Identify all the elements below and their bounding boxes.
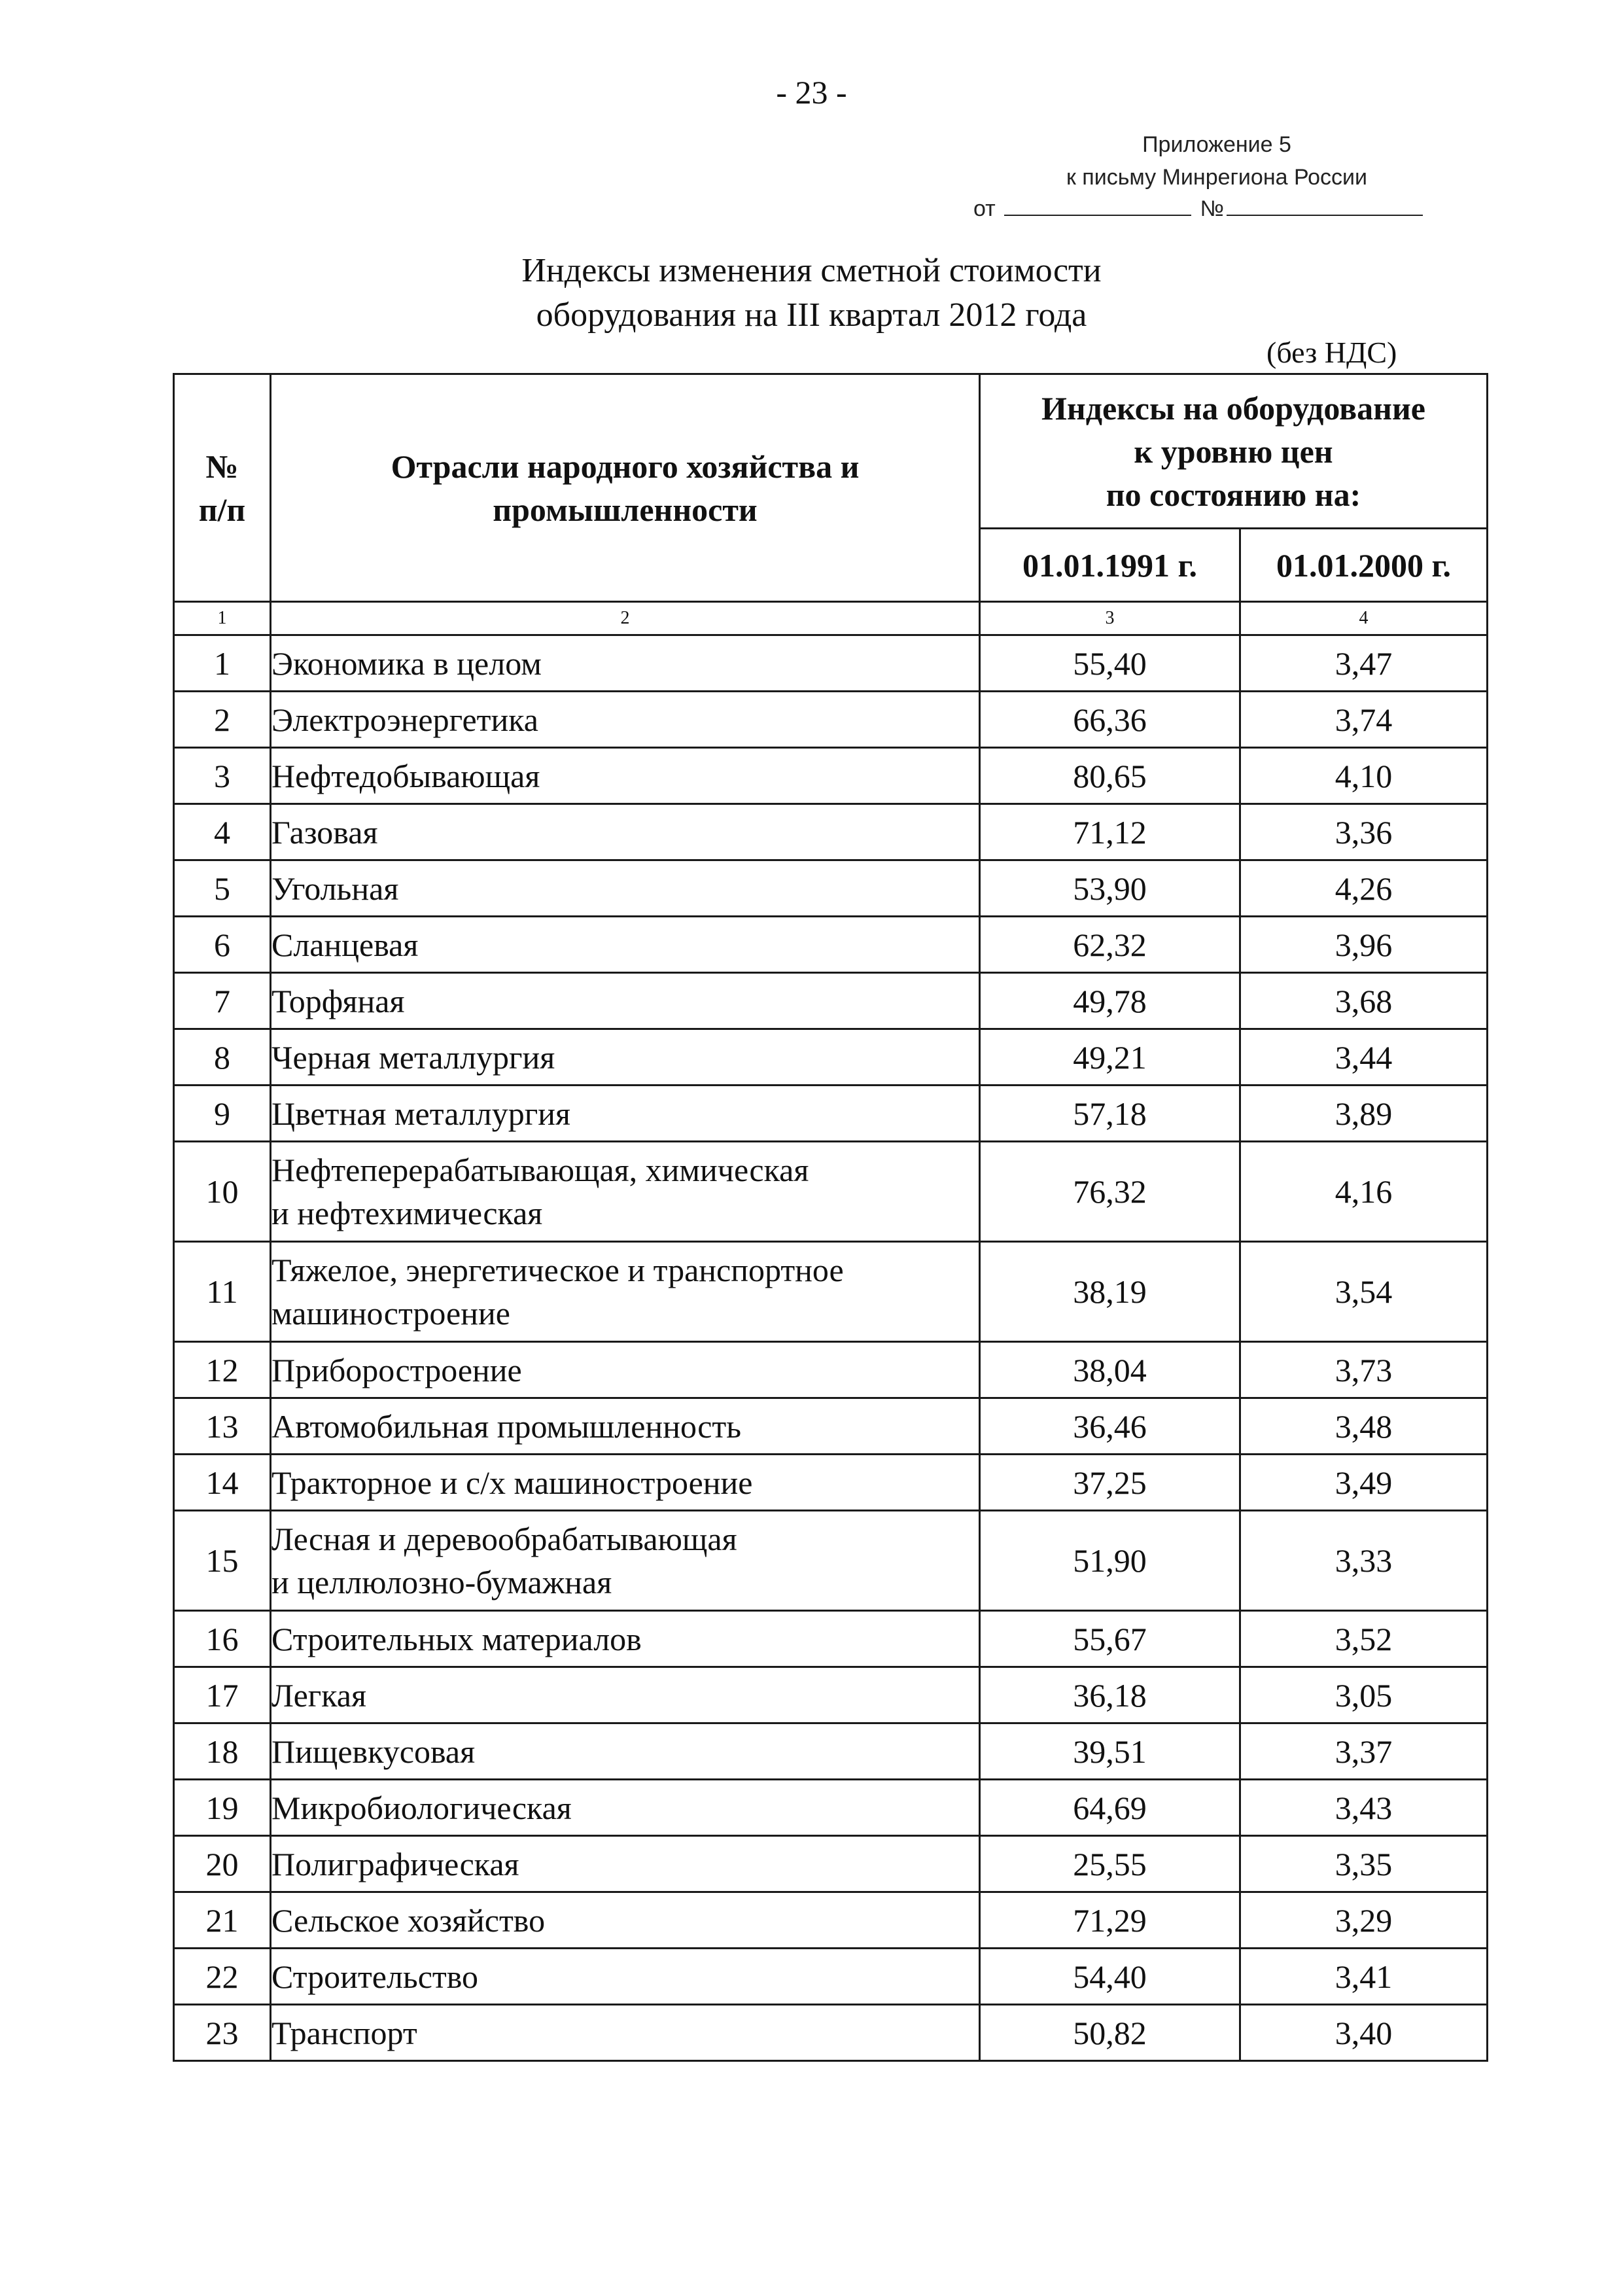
from-label: от [973, 196, 996, 221]
index-2000: 3,36 [1240, 804, 1488, 860]
header-indices-line3: по состоянию на: [1106, 476, 1361, 513]
branch-name [271, 635, 980, 692]
branch-name-line2: машиностроение [271, 1295, 510, 1332]
branch-name [271, 2005, 980, 2061]
table-row [174, 1455, 1488, 1511]
index-1991: 80,65 [980, 748, 1240, 804]
index-2000: 3,47 [1240, 635, 1488, 692]
row-number: 8 [174, 1029, 271, 1086]
branch-name-line1: Электроэнергетика [271, 701, 538, 738]
row-number: 20 [174, 1836, 271, 1892]
index-1991: 71,12 [980, 804, 1240, 860]
branch-name [271, 1892, 980, 1949]
index-1991: 55,67 [980, 1611, 1240, 1667]
header-branch-line2: промышленности [493, 491, 758, 528]
branch-name-line1: Сельское хозяйство [271, 1901, 546, 1939]
header-date-1991: 01.01.1991 г. [980, 529, 1240, 602]
table-row [174, 1949, 1488, 2005]
branch-name [271, 1086, 980, 1142]
index-2000: 3,73 [1240, 1342, 1488, 1398]
document-title [0, 249, 1623, 338]
table-row [174, 973, 1488, 1029]
branch-name [271, 1511, 980, 1611]
index-2000: 3,35 [1240, 1836, 1488, 1892]
index-1991: 71,29 [980, 1892, 1240, 1949]
index-2000: 3,37 [1240, 1723, 1488, 1780]
header-indices-cell [980, 374, 1488, 529]
header-indices-line1: Индексы на оборудование [1041, 389, 1425, 427]
header-number-cell [174, 374, 271, 602]
index-1991: 54,40 [980, 1949, 1240, 2005]
branch-name [271, 917, 980, 973]
row-number: 17 [174, 1667, 271, 1723]
index-1991: 36,18 [980, 1667, 1240, 1723]
date-blank-line [1004, 192, 1191, 216]
branch-name-line1: Полиграфическая [271, 1845, 519, 1882]
header-date-2000: 01.01.2000 г. [1240, 529, 1488, 602]
table-row [174, 804, 1488, 860]
row-number: 13 [174, 1398, 271, 1455]
index-2000: 3,41 [1240, 1949, 1488, 2005]
table-row [174, 1242, 1488, 1342]
table-row [174, 917, 1488, 973]
row-number: 7 [174, 973, 271, 1029]
branch-name-line1: Нефтедобывающая [271, 757, 540, 794]
branch-name-line1: Нефтеперерабатывающая, химическая [271, 1152, 809, 1188]
branch-name [271, 1342, 980, 1398]
branch-name-line1: Транспорт [271, 2014, 417, 2051]
page-number: - 23 - [776, 74, 847, 111]
row-number: 5 [174, 860, 271, 917]
table-row [174, 1142, 1488, 1242]
index-1991: 39,51 [980, 1723, 1240, 1780]
table-row [174, 635, 1488, 692]
row-number: 11 [174, 1242, 271, 1342]
branch-name-line1: Автомобильная промышленность [271, 1407, 742, 1445]
table-row [174, 1836, 1488, 1892]
header-branch-line1: Отрасли народного хозяйства и [391, 448, 860, 485]
table-row [174, 2005, 1488, 2061]
table-row [174, 860, 1488, 917]
index-2000: 4,10 [1240, 748, 1488, 804]
row-number: 15 [174, 1511, 271, 1611]
branch-name [271, 1667, 980, 1723]
table-row [174, 1511, 1488, 1611]
branch-name-line1: Тяжелое, энергетическое и транспортное [271, 1252, 844, 1288]
index-1991: 38,19 [980, 1242, 1240, 1342]
header-number-line1: № [205, 448, 239, 485]
index-1991: 53,90 [980, 860, 1240, 917]
index-2000: 3,43 [1240, 1780, 1488, 1836]
appendix-header [1021, 128, 1413, 194]
column-number-2: 2 [271, 602, 980, 635]
column-number-3: 3 [980, 602, 1240, 635]
branch-name [271, 1398, 980, 1455]
appendix-line2: к письму Минрегиона России [1066, 165, 1368, 190]
index-2000: 3,05 [1240, 1667, 1488, 1723]
index-1991: 36,46 [980, 1398, 1240, 1455]
table-row [174, 1723, 1488, 1780]
header-number-line2: п/п [198, 491, 246, 528]
index-1991: 66,36 [980, 692, 1240, 748]
branch-name-line2: и целлюлозно-бумажная [271, 1564, 612, 1600]
branch-name-line1: Пищевкусовая [271, 1733, 476, 1770]
branch-name [271, 748, 980, 804]
index-2000: 3,44 [1240, 1029, 1488, 1086]
index-2000: 4,16 [1240, 1142, 1488, 1242]
index-1991: 51,90 [980, 1511, 1240, 1611]
index-1991: 62,32 [980, 917, 1240, 973]
branch-name-line1: Сланцевая [271, 926, 419, 963]
index-1991: 25,55 [980, 1836, 1240, 1892]
branch-name [271, 1455, 980, 1511]
number-blank-line [1227, 192, 1423, 216]
branch-name-line1: Газовая [271, 813, 378, 851]
index-1991: 38,04 [980, 1342, 1240, 1398]
branch-name [271, 1242, 980, 1342]
branch-name-line1: Черная металлургия [271, 1038, 555, 1076]
index-2000: 3,68 [1240, 973, 1488, 1029]
row-number: 23 [174, 2005, 271, 2061]
row-number: 9 [174, 1086, 271, 1142]
index-1991: 49,78 [980, 973, 1240, 1029]
branch-name-line1: Экономика в целом [271, 645, 542, 682]
table-row [174, 1667, 1488, 1723]
index-2000: 3,89 [1240, 1086, 1488, 1142]
branch-name-line1: Цветная металлургия [271, 1095, 571, 1132]
row-number: 6 [174, 917, 271, 973]
index-2000: 3,54 [1240, 1242, 1488, 1342]
row-number: 18 [174, 1723, 271, 1780]
table-row [174, 1398, 1488, 1455]
index-2000: 3,48 [1240, 1398, 1488, 1455]
branch-name-line2: и нефтехимическая [271, 1195, 543, 1231]
branch-name [271, 1142, 980, 1242]
indices-table [173, 373, 1488, 2062]
branch-name [271, 692, 980, 748]
branch-name-line1: Строительных материалов [271, 1620, 642, 1657]
table-row [174, 748, 1488, 804]
index-1991: 55,40 [980, 635, 1240, 692]
branch-name [271, 973, 980, 1029]
row-number: 10 [174, 1142, 271, 1242]
table-row [174, 1892, 1488, 1949]
row-number: 4 [174, 804, 271, 860]
branch-name-line1: Тракторное и с/х машиностроение [271, 1464, 753, 1501]
branch-name-line1: Легкая [271, 1676, 366, 1714]
index-2000: 3,40 [1240, 2005, 1488, 2061]
row-number: 3 [174, 748, 271, 804]
header-branch-cell [271, 374, 980, 602]
column-number-1: 1 [174, 602, 271, 635]
row-number: 14 [174, 1455, 271, 1511]
table-row [174, 1086, 1488, 1142]
branch-name-line1: Микробиологическая [271, 1789, 572, 1826]
row-number: 22 [174, 1949, 271, 2005]
row-number: 19 [174, 1780, 271, 1836]
index-1991: 37,25 [980, 1455, 1240, 1511]
branch-name [271, 1611, 980, 1667]
branch-name [271, 1029, 980, 1086]
index-2000: 3,49 [1240, 1455, 1488, 1511]
index-2000: 3,96 [1240, 917, 1488, 973]
title-line2: оборудования на III квартал 2012 года [536, 296, 1087, 334]
index-1991: 57,18 [980, 1086, 1240, 1142]
branch-name-line1: Угольная [271, 870, 399, 907]
index-1991: 50,82 [980, 2005, 1240, 2061]
index-2000: 3,29 [1240, 1892, 1488, 1949]
table-row [174, 692, 1488, 748]
branch-name-line1: Приборостроение [271, 1351, 522, 1388]
branch-name-line1: Торфяная [271, 982, 405, 1019]
branch-name [271, 804, 980, 860]
appendix-line1: Приложение 5 [1142, 132, 1291, 157]
row-number: 2 [174, 692, 271, 748]
index-2000: 4,26 [1240, 860, 1488, 917]
row-number: 21 [174, 1892, 271, 1949]
table-row [174, 1029, 1488, 1086]
header-indices-line2: к уровню цен [1134, 433, 1333, 470]
index-1991: 64,69 [980, 1780, 1240, 1836]
branch-name [271, 860, 980, 917]
index-2000: 3,74 [1240, 692, 1488, 748]
row-number: 16 [174, 1611, 271, 1667]
branch-name-line1: Строительство [271, 1958, 479, 1995]
branch-name [271, 1723, 980, 1780]
table-row [174, 1780, 1488, 1836]
branch-name [271, 1949, 980, 2005]
index-1991: 49,21 [980, 1029, 1240, 1086]
branch-name [271, 1836, 980, 1892]
index-2000: 3,52 [1240, 1611, 1488, 1667]
vat-note: (без НДС) [1266, 336, 1397, 369]
row-number: 12 [174, 1342, 271, 1398]
column-number-4: 4 [1240, 602, 1488, 635]
appendix-reference-line [973, 192, 1423, 224]
row-number: 1 [174, 635, 271, 692]
table-row [174, 1611, 1488, 1667]
number-label: № [1200, 196, 1225, 221]
branch-name-line1: Лесная и деревообрабатывающая [271, 1521, 737, 1557]
index-2000: 3,33 [1240, 1511, 1488, 1611]
index-1991: 76,32 [980, 1142, 1240, 1242]
table-row [174, 1342, 1488, 1398]
title-line1: Индексы изменения сметной стоимости [521, 252, 1102, 289]
branch-name [271, 1780, 980, 1836]
